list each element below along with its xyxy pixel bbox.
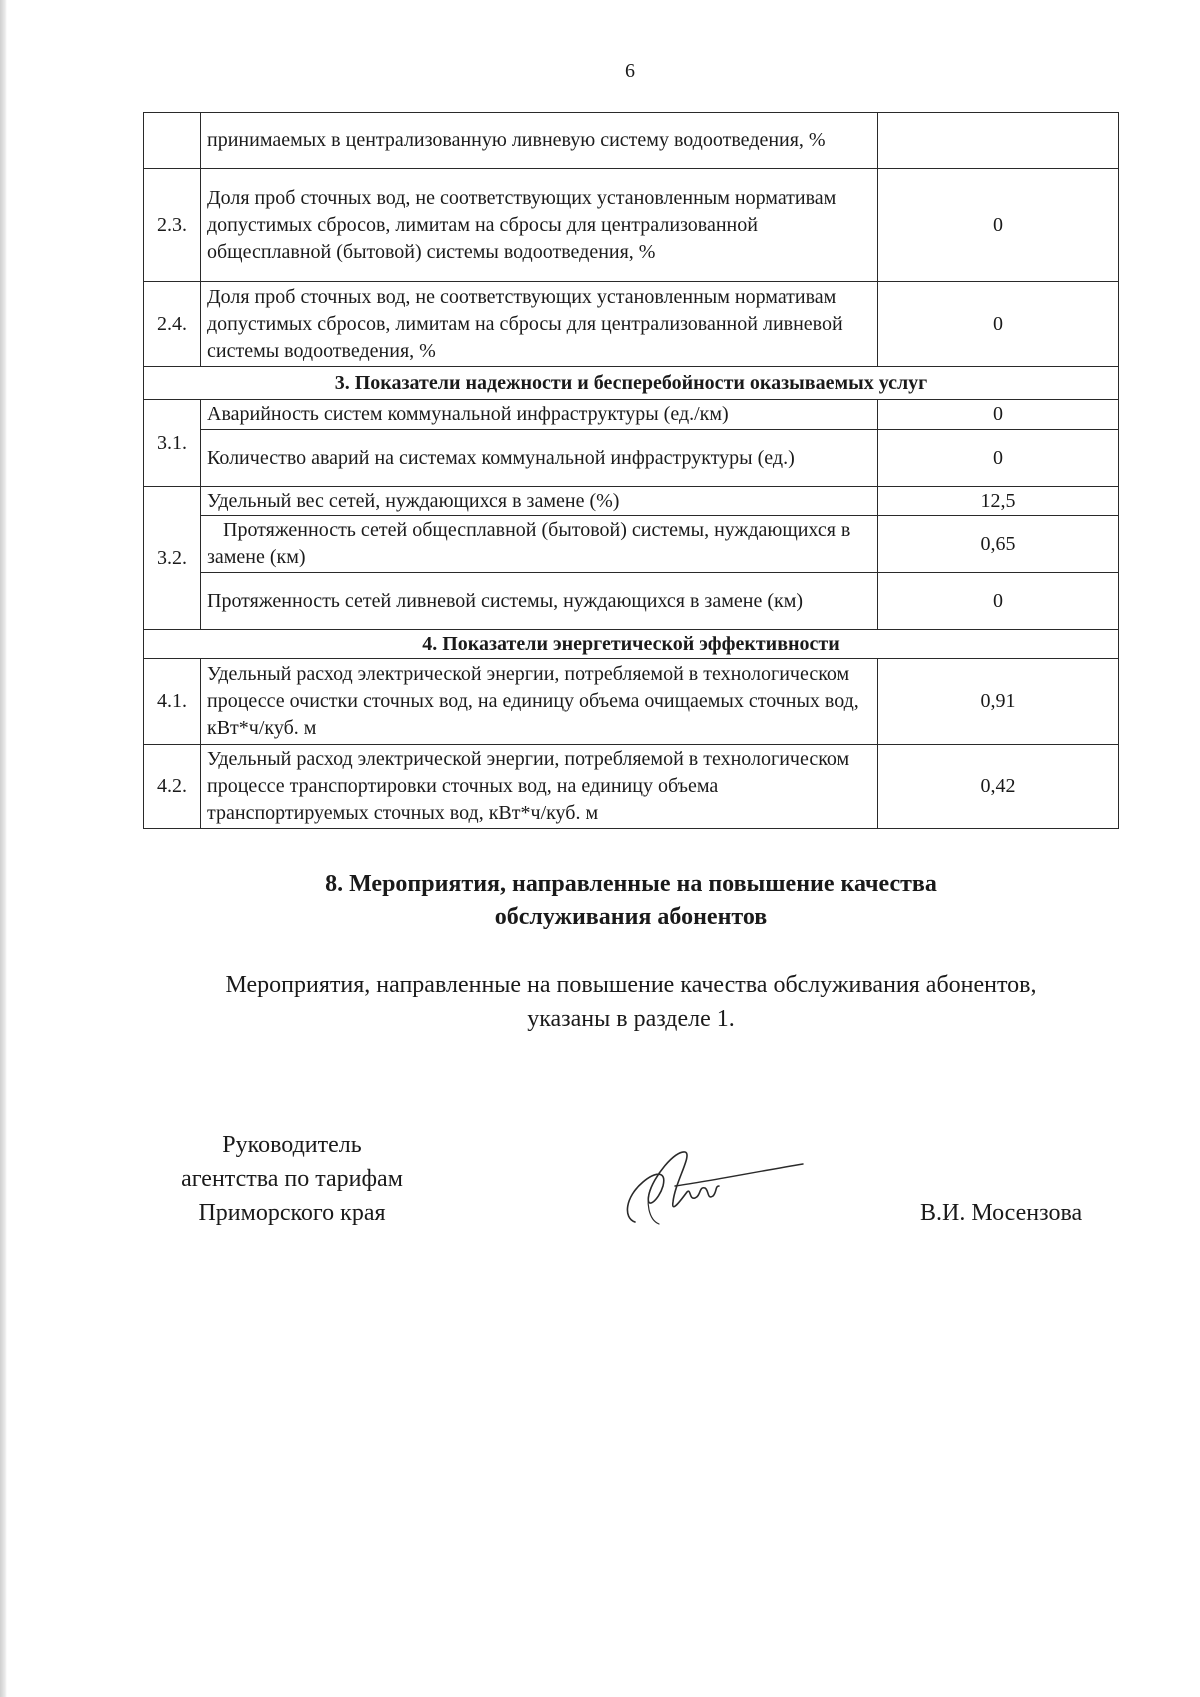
section-header-row: [144, 367, 1119, 400]
row-value: 0: [878, 573, 1119, 630]
row-value: 0: [878, 282, 1119, 367]
table-row: [144, 169, 1119, 282]
row-number: 4.1.: [144, 659, 201, 745]
scan-edge: [0, 0, 7, 1697]
section-8-heading: [143, 868, 1119, 934]
table-row: [144, 400, 1119, 430]
row-number: 2.3.: [144, 169, 201, 282]
table-row: [144, 573, 1119, 630]
row-number: 2.4.: [144, 282, 201, 367]
signer-name: В.И. Мосензова: [920, 1200, 1083, 1226]
section-title: 4. Показатели энергетической эффективности: [144, 630, 1119, 659]
table-row: [144, 745, 1119, 829]
text-line: указаны в разделе 1.: [527, 1006, 735, 1032]
row-value: [878, 113, 1119, 169]
row-description: Доля проб сточных вод, не соответствующих установленным нормативам допустимых сбросов, лимитам на сбросы для централизованной общесплавной (бытовой) системы водоотведения, %: [201, 169, 878, 282]
row-description-text: Протяженность сетей общесплавной (бытовой) системы, нуждающихся в замене (км): [207, 519, 851, 568]
row-description: Количество аварий на системах коммунальной инфраструктуры (ед.): [201, 430, 878, 487]
row-number: 3.2.: [144, 487, 201, 630]
row-description: Удельный вес сетей, нуждающихся в замене (%): [201, 487, 878, 516]
signer-title-line: Руководитель: [222, 1132, 362, 1158]
signer-title-line: Приморского края: [198, 1200, 386, 1226]
row-value: 0,65: [878, 516, 1119, 573]
row-description: Удельный расход электрической энергии, потребляемой в технологическом процессе очистки сточных вод, на единицу объема очищаемых сточных вод, кВт*ч/куб. м: [201, 659, 878, 745]
table-row: [144, 282, 1119, 367]
row-description: Протяженность сетей ливневой системы, нуждающихся в замене (км): [201, 573, 878, 630]
row-description: Удельный расход электрической энергии, потребляемой в технологическом процессе транспортировки сточных вод, на единицу объема транспортируемых сточных вод, кВт*ч/куб. м: [201, 745, 878, 829]
handwritten-signature: [615, 1142, 805, 1232]
row-description: принимаемых в централизованную ливневую систему водоотведения, %: [201, 113, 878, 169]
table-row: [144, 659, 1119, 745]
heading-line: 8. Мероприятия, направленные на повышение качества: [325, 871, 937, 897]
row-value: 0: [878, 430, 1119, 487]
section-header-row: [144, 630, 1119, 659]
section-title: 3. Показатели надежности и бесперебойности оказываемых услуг: [144, 367, 1119, 400]
row-description: [201, 516, 878, 573]
row-value: 0,42: [878, 745, 1119, 829]
row-description: Доля проб сточных вод, не соответствующих установленным нормативам допустимых сбросов, лимитам на сбросы для централизованной ливневой системы водоотведения, %: [201, 282, 878, 367]
table-row: [144, 113, 1119, 169]
heading-line: обслуживания абонентов: [494, 904, 768, 930]
row-description: Аварийность систем коммунальной инфраструктуры (ед./км): [201, 400, 878, 430]
row-value: 12,5: [878, 487, 1119, 516]
row-value: 0: [878, 169, 1119, 282]
row-number: [144, 113, 201, 169]
row-number: 3.1.: [144, 400, 201, 487]
table-row: [144, 430, 1119, 487]
row-number: 4.2.: [144, 745, 201, 829]
row-value: 0: [878, 400, 1119, 430]
row-value: 0,91: [878, 659, 1119, 745]
page-number: 6: [625, 60, 635, 82]
table-row: [144, 487, 1119, 516]
text-line: Мероприятия, направленные на повышение качества обслуживания абонентов,: [225, 972, 1037, 998]
signer-title: [142, 1128, 442, 1230]
table-row: [144, 516, 1119, 573]
section-8-text: [143, 968, 1119, 1036]
signer-title-line: агентства по тарифам: [181, 1166, 403, 1192]
indicators-table: [143, 112, 1119, 829]
